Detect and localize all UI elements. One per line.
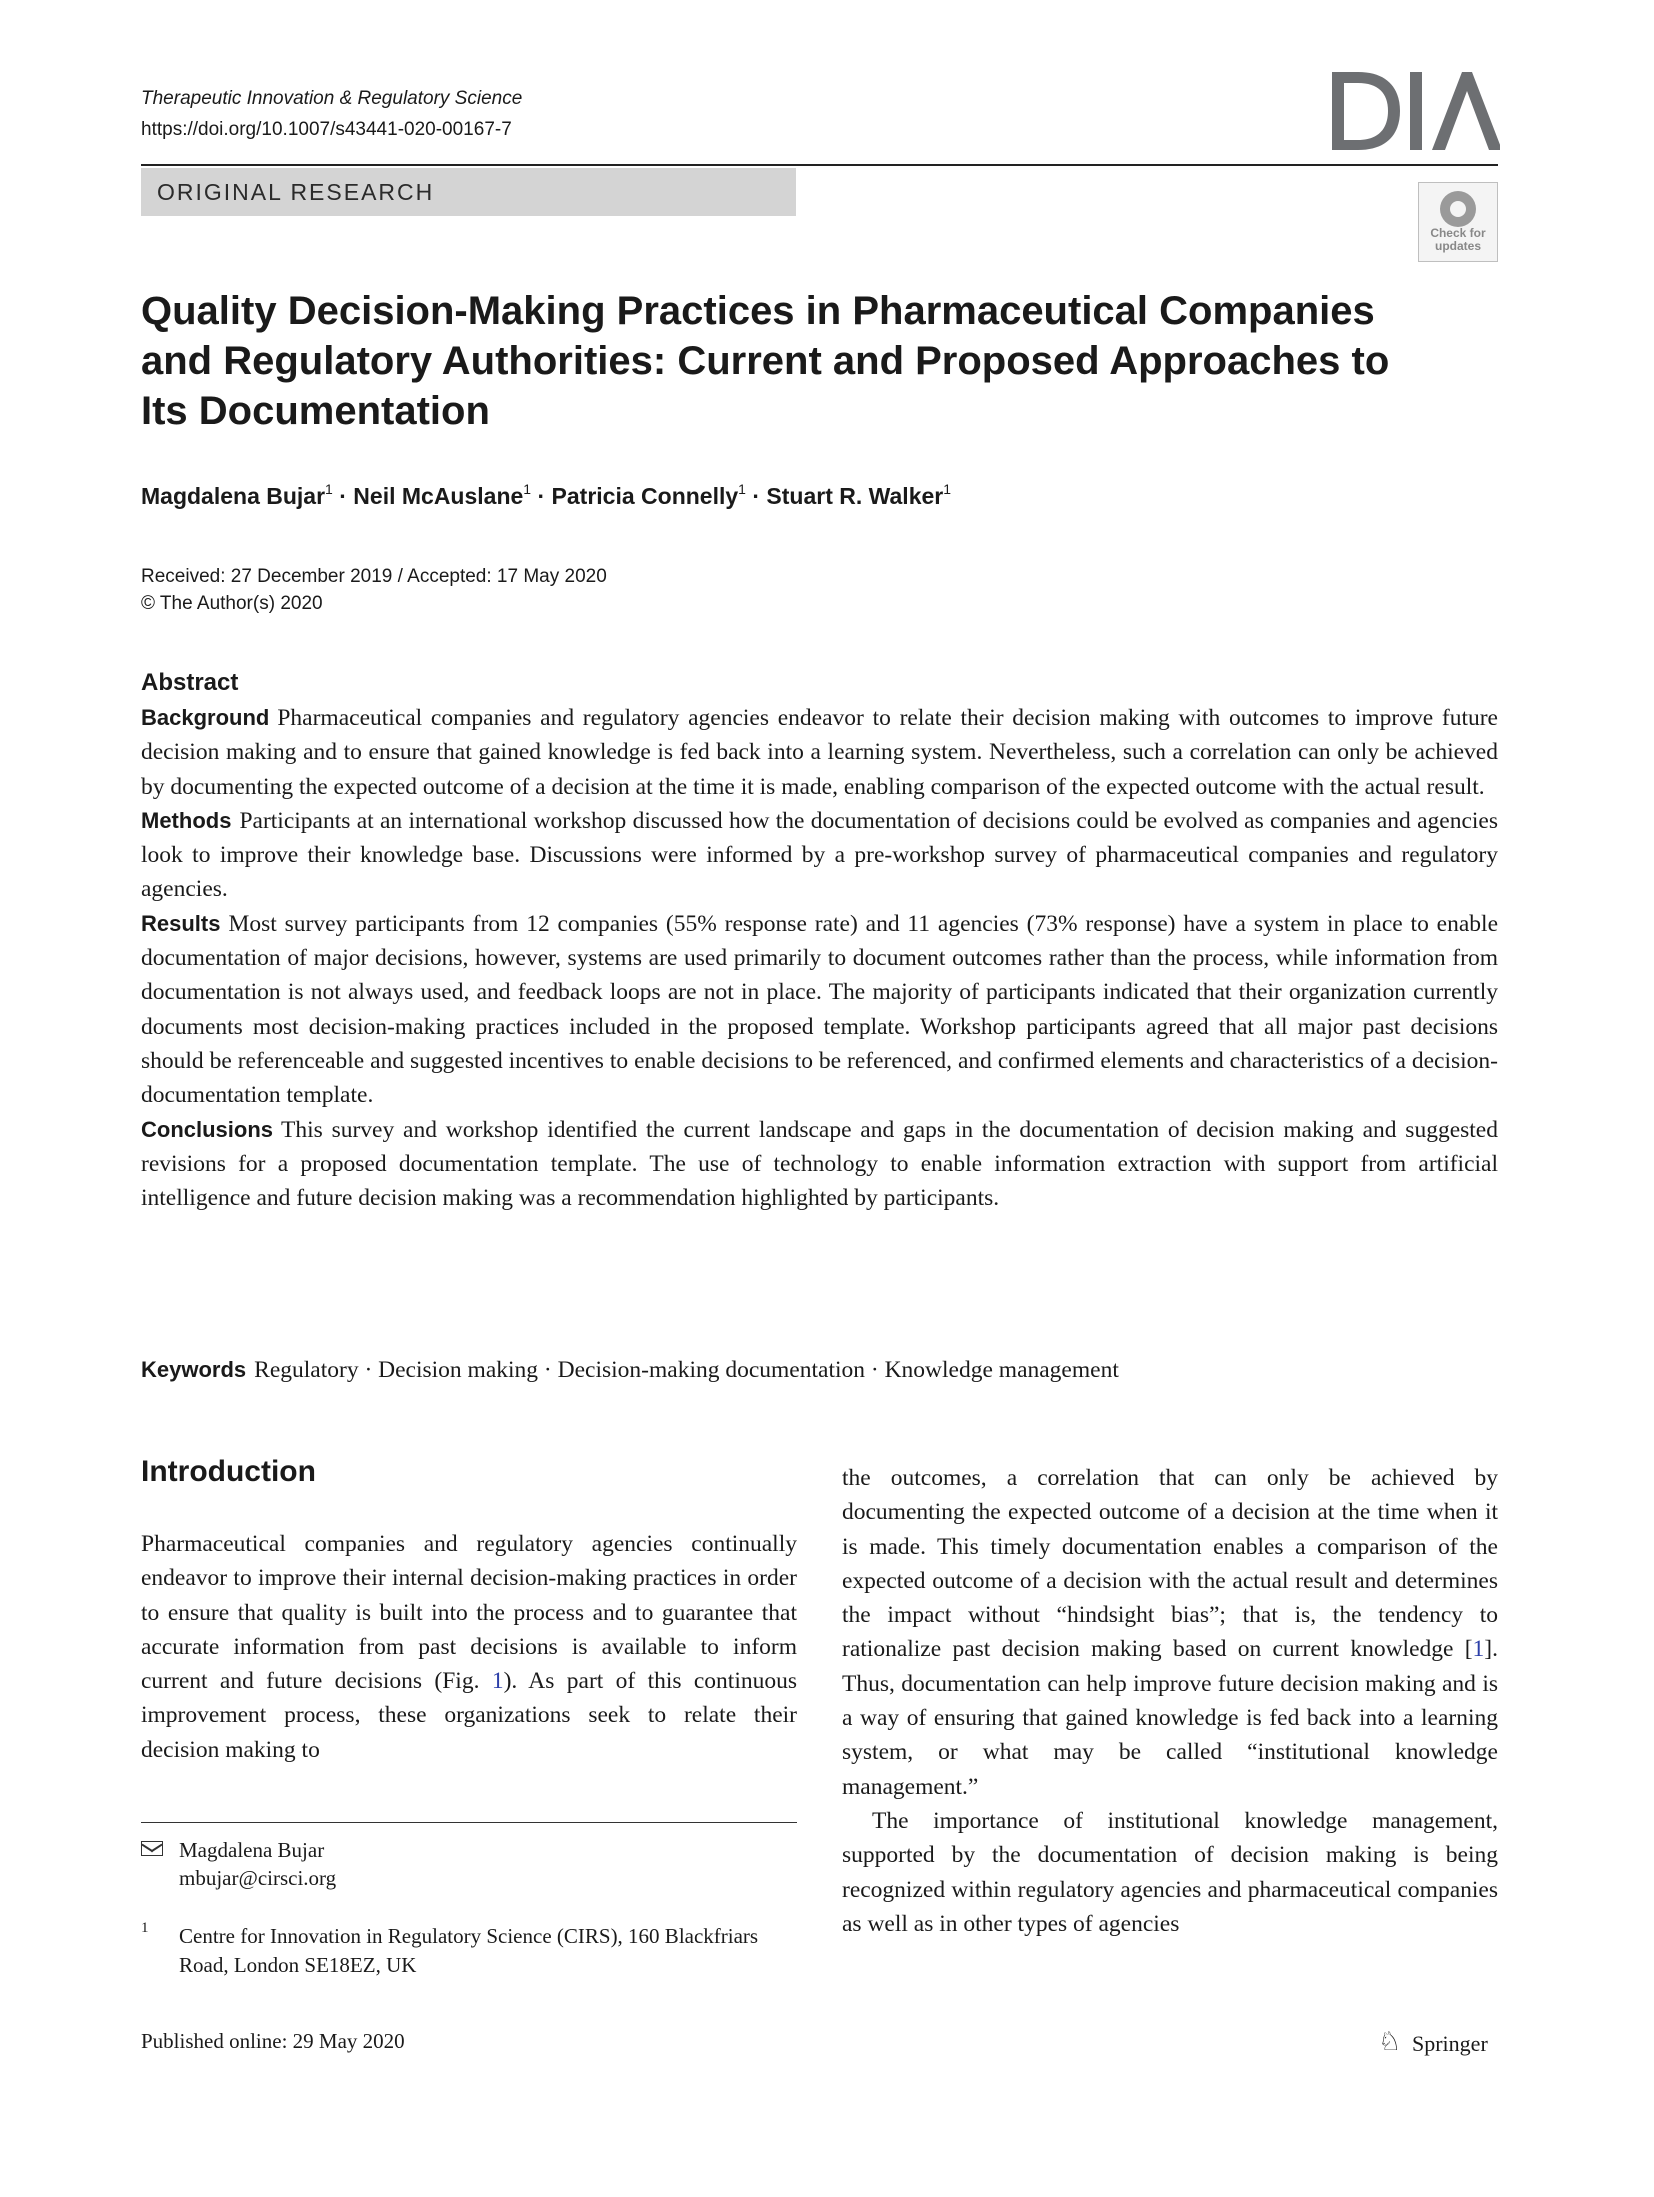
author-name[interactable]: Neil McAuslane	[353, 483, 524, 509]
intro-paragraph	[842, 1461, 1498, 1804]
doi-link[interactable]: https://doi.org/10.1007/s43441-020-00167-7	[141, 119, 512, 140]
abstract-section-label: Results	[141, 910, 221, 936]
left-column	[141, 1527, 797, 1767]
author-affiliation: 1	[738, 481, 746, 497]
author-name[interactable]: Magdalena Bujar	[141, 483, 326, 509]
abstract-results	[141, 907, 1498, 1113]
abstract-section-label: Background	[141, 705, 270, 730]
author-name[interactable]: Stuart R. Walker	[766, 483, 944, 509]
footnote-rule	[141, 1822, 797, 1823]
author-separator: ·	[531, 483, 552, 509]
published-online: Published online: 29 May 2020	[141, 2029, 405, 2053]
affiliation-number: 1	[141, 1920, 149, 1936]
author-list	[141, 481, 951, 510]
author-name[interactable]: Patricia Connelly	[551, 483, 739, 509]
abstract-section-label: Methods	[141, 807, 232, 833]
paragraph-text: the outcomes, a correlation that can only be achieved by documenting the expected outcome of a decision at the time when it is made. This timely documentation enables a comparison of the expected outcome of a decision with the actual result and determines the impact without “hindsight bias”; that is, the tendency to rationalize past decision making based on current knowledge [	[842, 1465, 1498, 1663]
envelope-icon	[141, 1841, 163, 1856]
intro-paragraph	[141, 1527, 797, 1767]
author-separator: ·	[332, 483, 354, 509]
abstract-methods	[141, 804, 1498, 907]
paragraph-text: ]. Thus, documentation can help improve future decision making and is a way of ensuring that gained knowledge is fed back into a learning system, or what may be called “institutional knowledge management.”	[842, 1636, 1498, 1800]
author-separator: ·	[745, 483, 767, 509]
journal-name: Therapeutic Innovation & Regulatory Science	[141, 88, 523, 109]
check-for-updates-badge[interactable]	[1418, 182, 1498, 262]
corresponding-author-name: Magdalena Bujar	[179, 1838, 325, 1862]
citation-link[interactable]: 1	[1472, 1636, 1485, 1663]
paragraph-text: ). As part of this continuous improvement process, these organizations seek to relate their decision making to	[141, 1668, 797, 1763]
section-label: ORIGINAL RESEARCH	[157, 179, 435, 205]
abstract-section-text: Pharmaceutical companies and regulatory agencies endeavor to relate their decision making with outcomes to improve future decision making and to ensure that gained knowledge is fed back into a learning system. Nevertheless, such a correlation can only be achieved by documenting the expected outcome of a decision at the time it is made, enabling comparison of the expected outcome with the actual result.	[141, 705, 1498, 800]
keywords-list: Regulatory · Decision making · Decision-making documentation · Knowledge management	[254, 1357, 1119, 1383]
keywords-label: Keywords	[141, 1357, 247, 1382]
author-affiliation: 1	[523, 481, 532, 497]
abstract-section-label: Conclusions	[141, 1116, 274, 1142]
abstract-section-text: Participants at an international workshop discussed how the documentation of decisions could be evolved as companies and agencies look to improve their knowledge base. Discussions were informed by a pre-workshop survey of pharmaceutical companies and regulatory agencies.	[141, 807, 1498, 903]
abstract-section-text: This survey and workshop identified the current landscape and gaps in the documentation of decision making and suggested revisions for a proposed documentation template. The use of technology to enable information extraction with support from artificial intelligence and future decision making was a recommendation highlighted by participants.	[141, 1116, 1498, 1212]
intro-paragraph: The importance of institutional knowledge management, supported by the documentation of decision making is being recognized within regulatory agencies and pharmaceutical companies as well as in other types of agencies	[842, 1807, 1498, 1937]
abstract-body	[141, 701, 1498, 1215]
affiliation-text: Centre for Innovation in Regulatory Science (CIRS), 160 Blackfriars Road, London SE18EZ, UK	[179, 1924, 759, 1977]
introduction-heading: Introduction	[141, 1455, 316, 1488]
article-title: Quality Decision-Making Practices in Pharmaceutical Companies and Regulatory Authorities: Current and Proposed Approaches to Its Documentation	[141, 289, 1390, 433]
corresponding-author-email[interactable]: mbujar@cirsci.org	[179, 1866, 337, 1890]
abstract-background	[141, 701, 1498, 804]
abstract-heading: Abstract	[141, 669, 239, 696]
keywords	[141, 1357, 1119, 1384]
publisher-name: Springer	[1412, 2031, 1488, 2056]
right-column	[842, 1461, 1498, 1941]
check-updates-label: Check for updates	[1430, 226, 1486, 253]
figure-reference-link[interactable]: 1	[491, 1668, 504, 1695]
header-rule	[141, 164, 1498, 166]
copyright-notice: © The Author(s) 2020	[141, 593, 323, 614]
check-updates-icon	[1440, 191, 1476, 227]
author-affiliation: 1	[325, 481, 333, 497]
paragraph-text: Pharmaceutical companies and regulatory agencies continually endeavor to improve their internal decision-making practices in order to ensure that quality is built into the process and to guarantee that accurate information from past decisions is available to inform current and future decisions (Fig.	[141, 1531, 797, 1695]
author-affiliation: 1	[943, 481, 952, 497]
abstract-section-text: Most survey participants from 12 companies (55% response rate) and 11 agencies (73% response) have a system in place to enable documentation of major decisions, however, systems are used primarily to document outcomes rather than the process, while information from documentation is not always used, and feedback loops are not in place. The majority of participants indicated that their organization currently documents most decision-making practices included in the proposed template. Workshop participants agreed that all major past decisions should be referenceable and suggested incentives to enable decisions to be referenced, and confirmed elements and characteristics of a decision-documentation template.	[141, 910, 1498, 1109]
abstract-conclusions	[141, 1113, 1498, 1216]
received-dates: Received: 27 December 2019 / Accepted: 17 May 2020	[141, 566, 607, 587]
springer-horse-icon: ♘	[1378, 2027, 1402, 2056]
dia-logo-icon	[1330, 70, 1500, 152]
